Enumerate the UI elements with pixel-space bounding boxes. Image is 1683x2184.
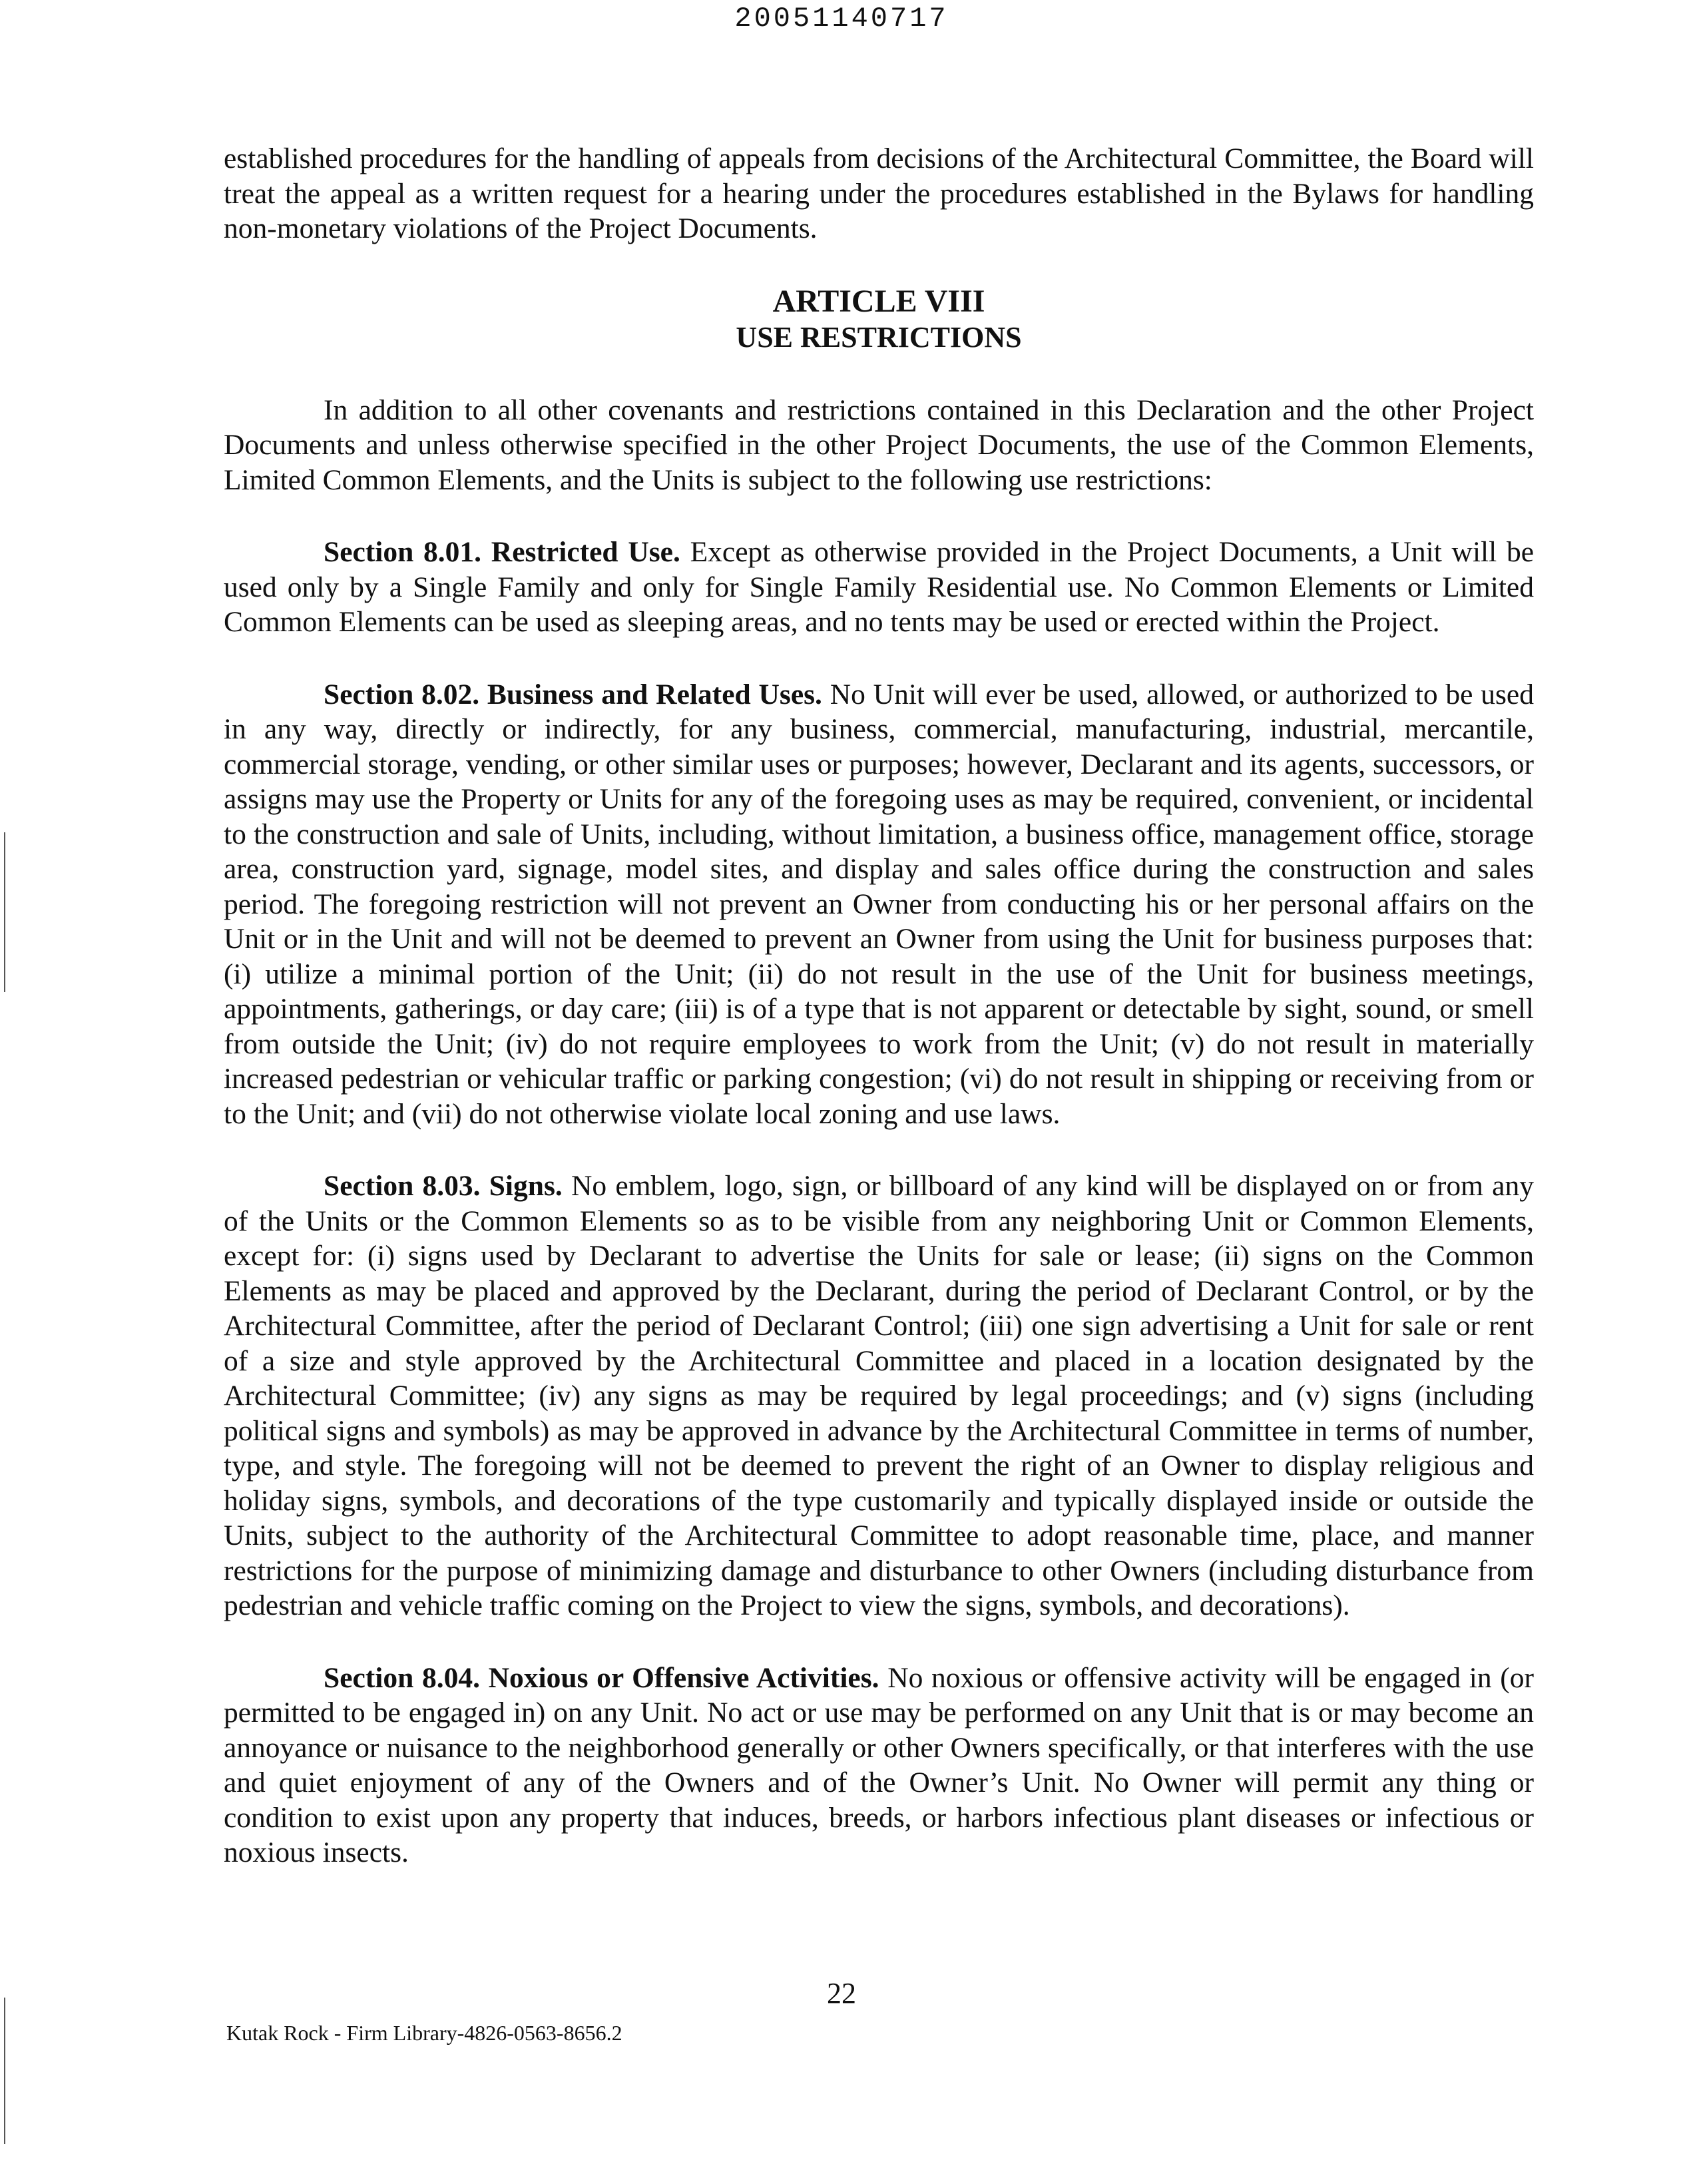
section-body: No emblem, logo, sign, or billboard of any kind will be displayed on or from any of the Units or the Common Elements so as to be visible from any neighboring Unit or Common Elements, except for: (i) signs used by Declarant to advertise the Units for sale or lease; (ii) signs on the Common Elements as may be placed and approved by the Declarant, during the period of Declarant Control, or by the Architectural Committee, after the period of Declarant Control; (iii) one sign advertising a Unit for sale or rent of a size and style approved by the Architectural Committee and placed in a location designated by the Architectural Committee; (iv) any signs as may be required by legal proceedings; and (v) signs (including political signs and symbols) as may be approved in advance by the Architectural Committee in terms of number, type, and style. The foregoing will not be deemed to prevent the right of an Owner to display religious and holiday signs, symbols, and decorations of the type customarily and typically displayed inside or outside the Units, subject to the authority of the Architectural Committee to adopt reasonable time, place, and manner restrictions for the purpose of minimizing damage and disturbance to other Owners (including disturbance from pedestrian and vehicle traffic coming on the Project to view the signs, symbols, and decorations). xyxy=(224,1170,1534,1621)
section-title: Section 8.03. Signs. xyxy=(324,1170,563,1202)
article-preamble: In addition to all other covenants and restrictions contained in this Declaration and the other Project Documents and unless otherwise specified in the other Project Documents, the use of the Common Elements, Limited Common Elements, and the Units is subject to the following use restrictions: xyxy=(224,394,1534,496)
scan-margin-line xyxy=(4,832,5,992)
section-body: No noxious or offensive activity will be engaged in (or permitted to be engaged in) on any Unit. No act or use may be performed on any Unit that is or may become an annoyance or nuisance to the neighborhood generally or other Owners specifically, or that interferes with the use and quiet enjoyment of any of the Owners and of the Owner’s Unit. No Owner will permit any thing or condition to exist upon any property that induces, breeds, or harbors infectious plant diseases or infectious or noxious insects. xyxy=(224,1661,1534,1868)
section-8-04 xyxy=(224,1661,1534,1870)
section-8-01 xyxy=(224,535,1534,640)
article-title: ARTICLE VIII xyxy=(772,283,985,319)
section-title: Section 8.04. Noxious or Offensive Activities. xyxy=(324,1661,879,1694)
section-body: Except as otherwise provided in the Project Documents, a Unit will be used only by a Single Family and only for Single Family Residential use. No Common Elements or Limited Common Elements can be used as sleeping areas, and no tents may be used or erected within the Project. xyxy=(224,536,1534,638)
section-8-02 xyxy=(224,677,1534,1132)
page-number: 22 xyxy=(827,1977,856,2010)
scan-margin-line xyxy=(4,1998,5,2144)
article-subtitle: USE RESTRICTIONS xyxy=(736,320,1022,354)
section-8-03 xyxy=(224,1169,1534,1623)
document-body xyxy=(224,141,1534,1908)
section-title: Section 8.02. Business and Related Uses. xyxy=(324,678,822,710)
section-body: No Unit will ever be used, allowed, or authorized to be used in any way, directly or indirectly, for any business, commercial, manufacturing, industrial, mercantile, commercial storage, vending, or other similar uses or purposes; however, Declarant and its agents, successors, or assigns may use the Property or Units for any of the foregoing uses as may be required, convenient, or incidental to the construction and sale of Units, including, without limitation, a business office, management office, storage area, construction yard, signage, model sites, and display and sales office during the construction and sales period. The foregoing restriction will not prevent an Owner from conducting his or her personal affairs on the Unit or in the Unit and will not be deemed to prevent an Owner from using the Unit for business purposes that: (i) utilize a minimal portion of the Unit; (ii) do not result in the use of the Unit for business meetings, appointments, gatherings, or day care; (iii) is of a type that is not apparent or detectable by sight, sound, or smell from outside the Unit; (iv) do not require employees to work from the Unit; (v) do not result in materially increased pedestrian or vehicular traffic or parking congestion; (vi) do not result in shipping or receiving from or to the Unit; and (vii) do not otherwise violate local zoning and use laws. xyxy=(224,678,1534,1130)
intro-paragraph: established procedures for the handling of appeals from decisions of the Architectural Committee, the Board will treat the appeal as a written request for a hearing under the procedures established in the Bylaws for handling non-monetary violations of the Project Documents. xyxy=(224,142,1534,244)
document-number: 20051140717 xyxy=(734,3,949,35)
section-title: Section 8.01. Restricted Use. xyxy=(324,536,680,568)
article-heading xyxy=(224,284,1534,356)
footer-library-id: Kutak Rock - Firm Library-4826-0563-8656.2 xyxy=(226,2021,622,2045)
